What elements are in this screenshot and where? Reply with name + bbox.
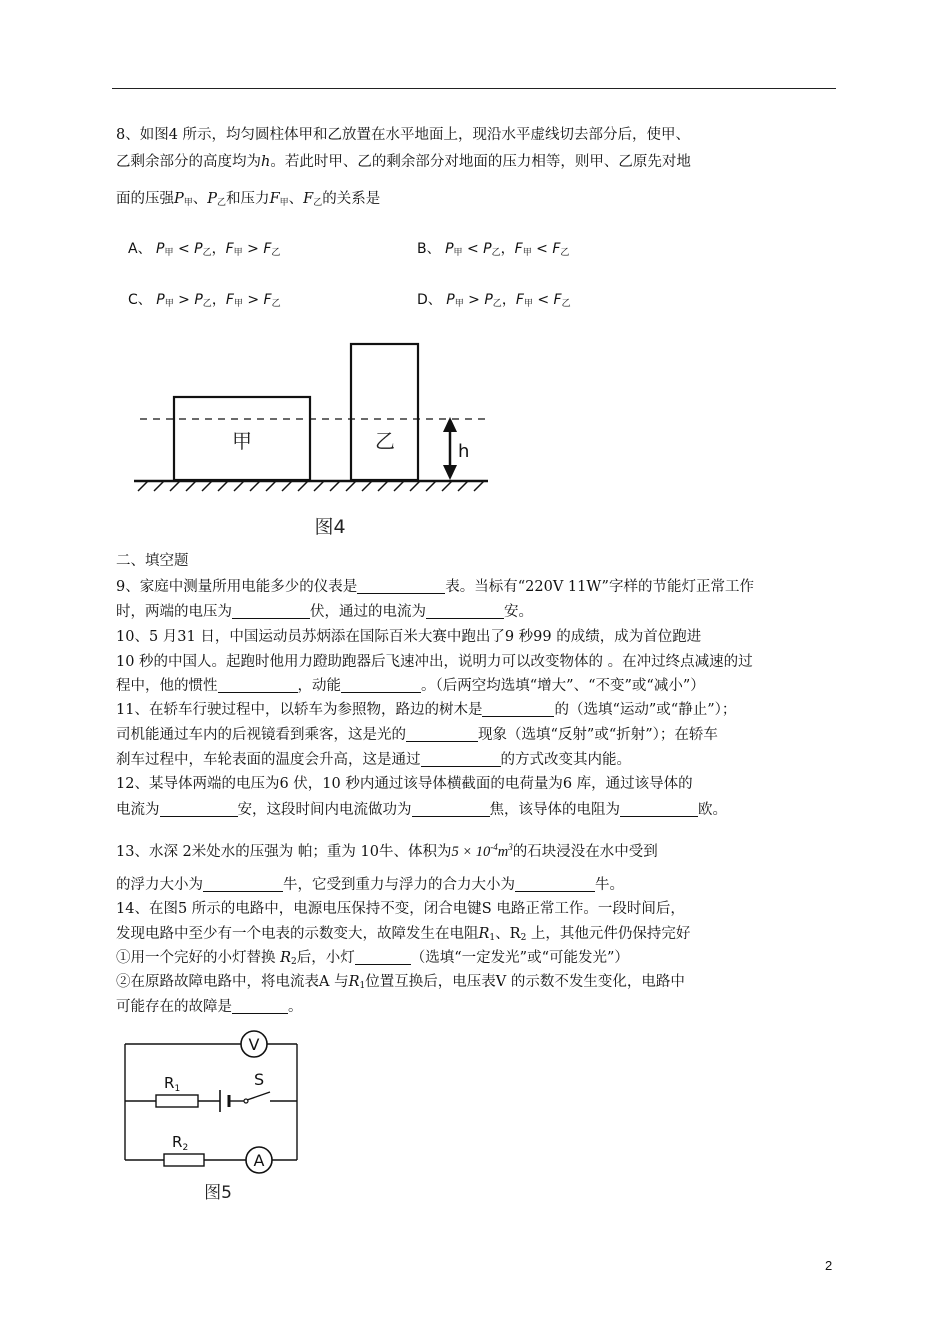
q14-line-4: ②在原路故障电路中，将电流表A 与$R_1$位置互换后，电压表V 的示数不发生变化，电路中 bbox=[116, 974, 685, 991]
arrow-down bbox=[443, 465, 457, 480]
q12-line-2: 电流为 安，这段时间内电流做功为 焦，该导体的电阻为 欧。 bbox=[116, 802, 727, 818]
r1-label: $R_1$ bbox=[164, 1074, 181, 1094]
q8-option-c: C、 $P_甲 > P_乙$，$F_甲 > F_乙$ bbox=[128, 292, 281, 309]
q14-line-2: 发现电路中至少有一个电表的示数变大，故障发生在电阻$R_1$、$R_2$ 上，其他元件仍保持完好 bbox=[116, 926, 691, 943]
q14-line-3: ①用一个完好的小灯替换 $R_2$后，小灯 （选填“一定发光”或“可能发光”） bbox=[116, 950, 629, 967]
q13-line-2: 的浮力大小为 牛，它受到重力与浮力的合力大小为 牛。 bbox=[116, 877, 624, 893]
q12-blank-3[interactable] bbox=[620, 800, 698, 817]
q14-line-5: 可能存在的故障是 。 bbox=[116, 999, 303, 1015]
q9-line-2: 时，两端的电压为 伏，通过的电流为 安。 bbox=[116, 604, 533, 620]
q8-option-a: A、 $P_甲 < P_乙$，$F_甲 > F_乙$ bbox=[128, 241, 281, 258]
r2-label: $R_2$ bbox=[172, 1133, 189, 1153]
section-title: 二、填空题 bbox=[116, 553, 189, 569]
switch-lever-icon bbox=[247, 1092, 270, 1100]
q13-line-1: 13、水深 2米处水的压强为 帕；重为 10牛、体积为$5 \times 10^{-4}m^3$的石块浸没在水中受到 bbox=[116, 842, 658, 860]
figure-4 bbox=[130, 340, 500, 545]
q11-blank-1[interactable] bbox=[482, 700, 554, 717]
q14-blank-2[interactable] bbox=[232, 997, 288, 1014]
header-rule bbox=[112, 88, 836, 89]
voltmeter-label: V bbox=[248, 1035, 260, 1054]
figure-5 bbox=[118, 1030, 308, 1205]
q10-line-1: 10、5 月31 日，中国运动员苏炳添在国际百米大赛中跑出了9 秒99 的成绩，成为首位跑进 bbox=[116, 629, 702, 645]
switch-label: S bbox=[254, 1070, 265, 1089]
q11-blank-2[interactable] bbox=[406, 725, 478, 742]
figure-4-caption: 图4 bbox=[314, 516, 346, 538]
resistor-r2-icon bbox=[164, 1154, 204, 1166]
q9-line-1: 9、家庭中测量所用电能多少的仪表是 表。当标有“220V 11W”字样的节能灯正常工作 bbox=[116, 579, 754, 595]
q10-line-2: 10 秒的中国人。起跑时他用力蹬助跑器后飞速冲出，说明力可以改变物体的 。在冲过终点减速的过 bbox=[116, 654, 753, 670]
q14-line-1: 14、在图5 所示的电路中，电源电压保持不变，闭合电键S 电路正常工作。一段时间后， bbox=[116, 901, 685, 917]
figure-5-caption: 图5 bbox=[204, 1183, 232, 1203]
q14-blank-1[interactable] bbox=[355, 948, 411, 965]
label-yi: 乙 bbox=[375, 429, 395, 453]
q8-line-3: 面的压强$P_甲$、$P_乙$和压力$F_甲$、$F_乙$的关系是 bbox=[116, 191, 381, 208]
q11-blank-3[interactable] bbox=[421, 750, 501, 767]
q11-line-3: 刹车过程中，车轮表面的温度会升高，这是通过 的方式改变其内能。 bbox=[116, 752, 631, 768]
q12-line-1: 12、某导体两端的电压为6 伏，10 秒内通过该导体横截面的电荷量为6 库，通过该导体的 bbox=[116, 776, 693, 792]
q9-blank-1[interactable] bbox=[357, 577, 445, 594]
q10-line-3: 程中，他的惯性 ，动能 。（后两空均选填“增大”、“不变”或“减小”） bbox=[116, 678, 705, 694]
q10-blank-1[interactable] bbox=[218, 676, 298, 693]
q8-option-d: D、 $P_甲 > P_乙$，$F_甲 < F_乙$ bbox=[417, 292, 571, 309]
q10-blank-2[interactable] bbox=[341, 676, 421, 693]
q12-blank-1[interactable] bbox=[160, 800, 238, 817]
q8-line-1: 8、如图4 所示，均匀圆柱体甲和乙放置在水平地面上，现沿水平虚线切去部分后，使甲、 bbox=[116, 127, 691, 143]
q12-blank-2[interactable] bbox=[412, 800, 490, 817]
q13-blank-1[interactable] bbox=[203, 875, 283, 892]
q9-blank-2[interactable] bbox=[232, 602, 310, 619]
q11-line-1: 11、在轿车行驶过程中，以轿车为参照物，路边的树木是 的（选填“运动”或“静止”）； bbox=[116, 702, 737, 718]
cylinder-yi bbox=[351, 344, 418, 480]
q11-line-2: 司机能通过车内的后视镜看到乘客，这是光的 现象（选填“反射”或“折射”）；在轿车 bbox=[116, 727, 718, 743]
page-number: 2 bbox=[825, 1258, 833, 1273]
ground-hatch bbox=[138, 481, 484, 491]
q9-blank-3[interactable] bbox=[426, 602, 504, 619]
label-jia: 甲 bbox=[232, 429, 252, 453]
q8-option-b: B、 $P_甲 < P_乙$，$F_甲 < F_乙$ bbox=[417, 241, 570, 258]
q8-line-2: 乙剩余部分的高度均为h。若此时甲、乙的剩余部分对地面的压力相等，则甲、乙原先对地 bbox=[116, 154, 691, 170]
q13-blank-2[interactable] bbox=[515, 875, 595, 892]
volume-value: $5 \times 10^{-4}m^3$ bbox=[451, 842, 513, 860]
label-h: h bbox=[458, 441, 470, 462]
ammeter-label: A bbox=[253, 1151, 265, 1170]
resistor-r1-icon bbox=[156, 1095, 198, 1107]
